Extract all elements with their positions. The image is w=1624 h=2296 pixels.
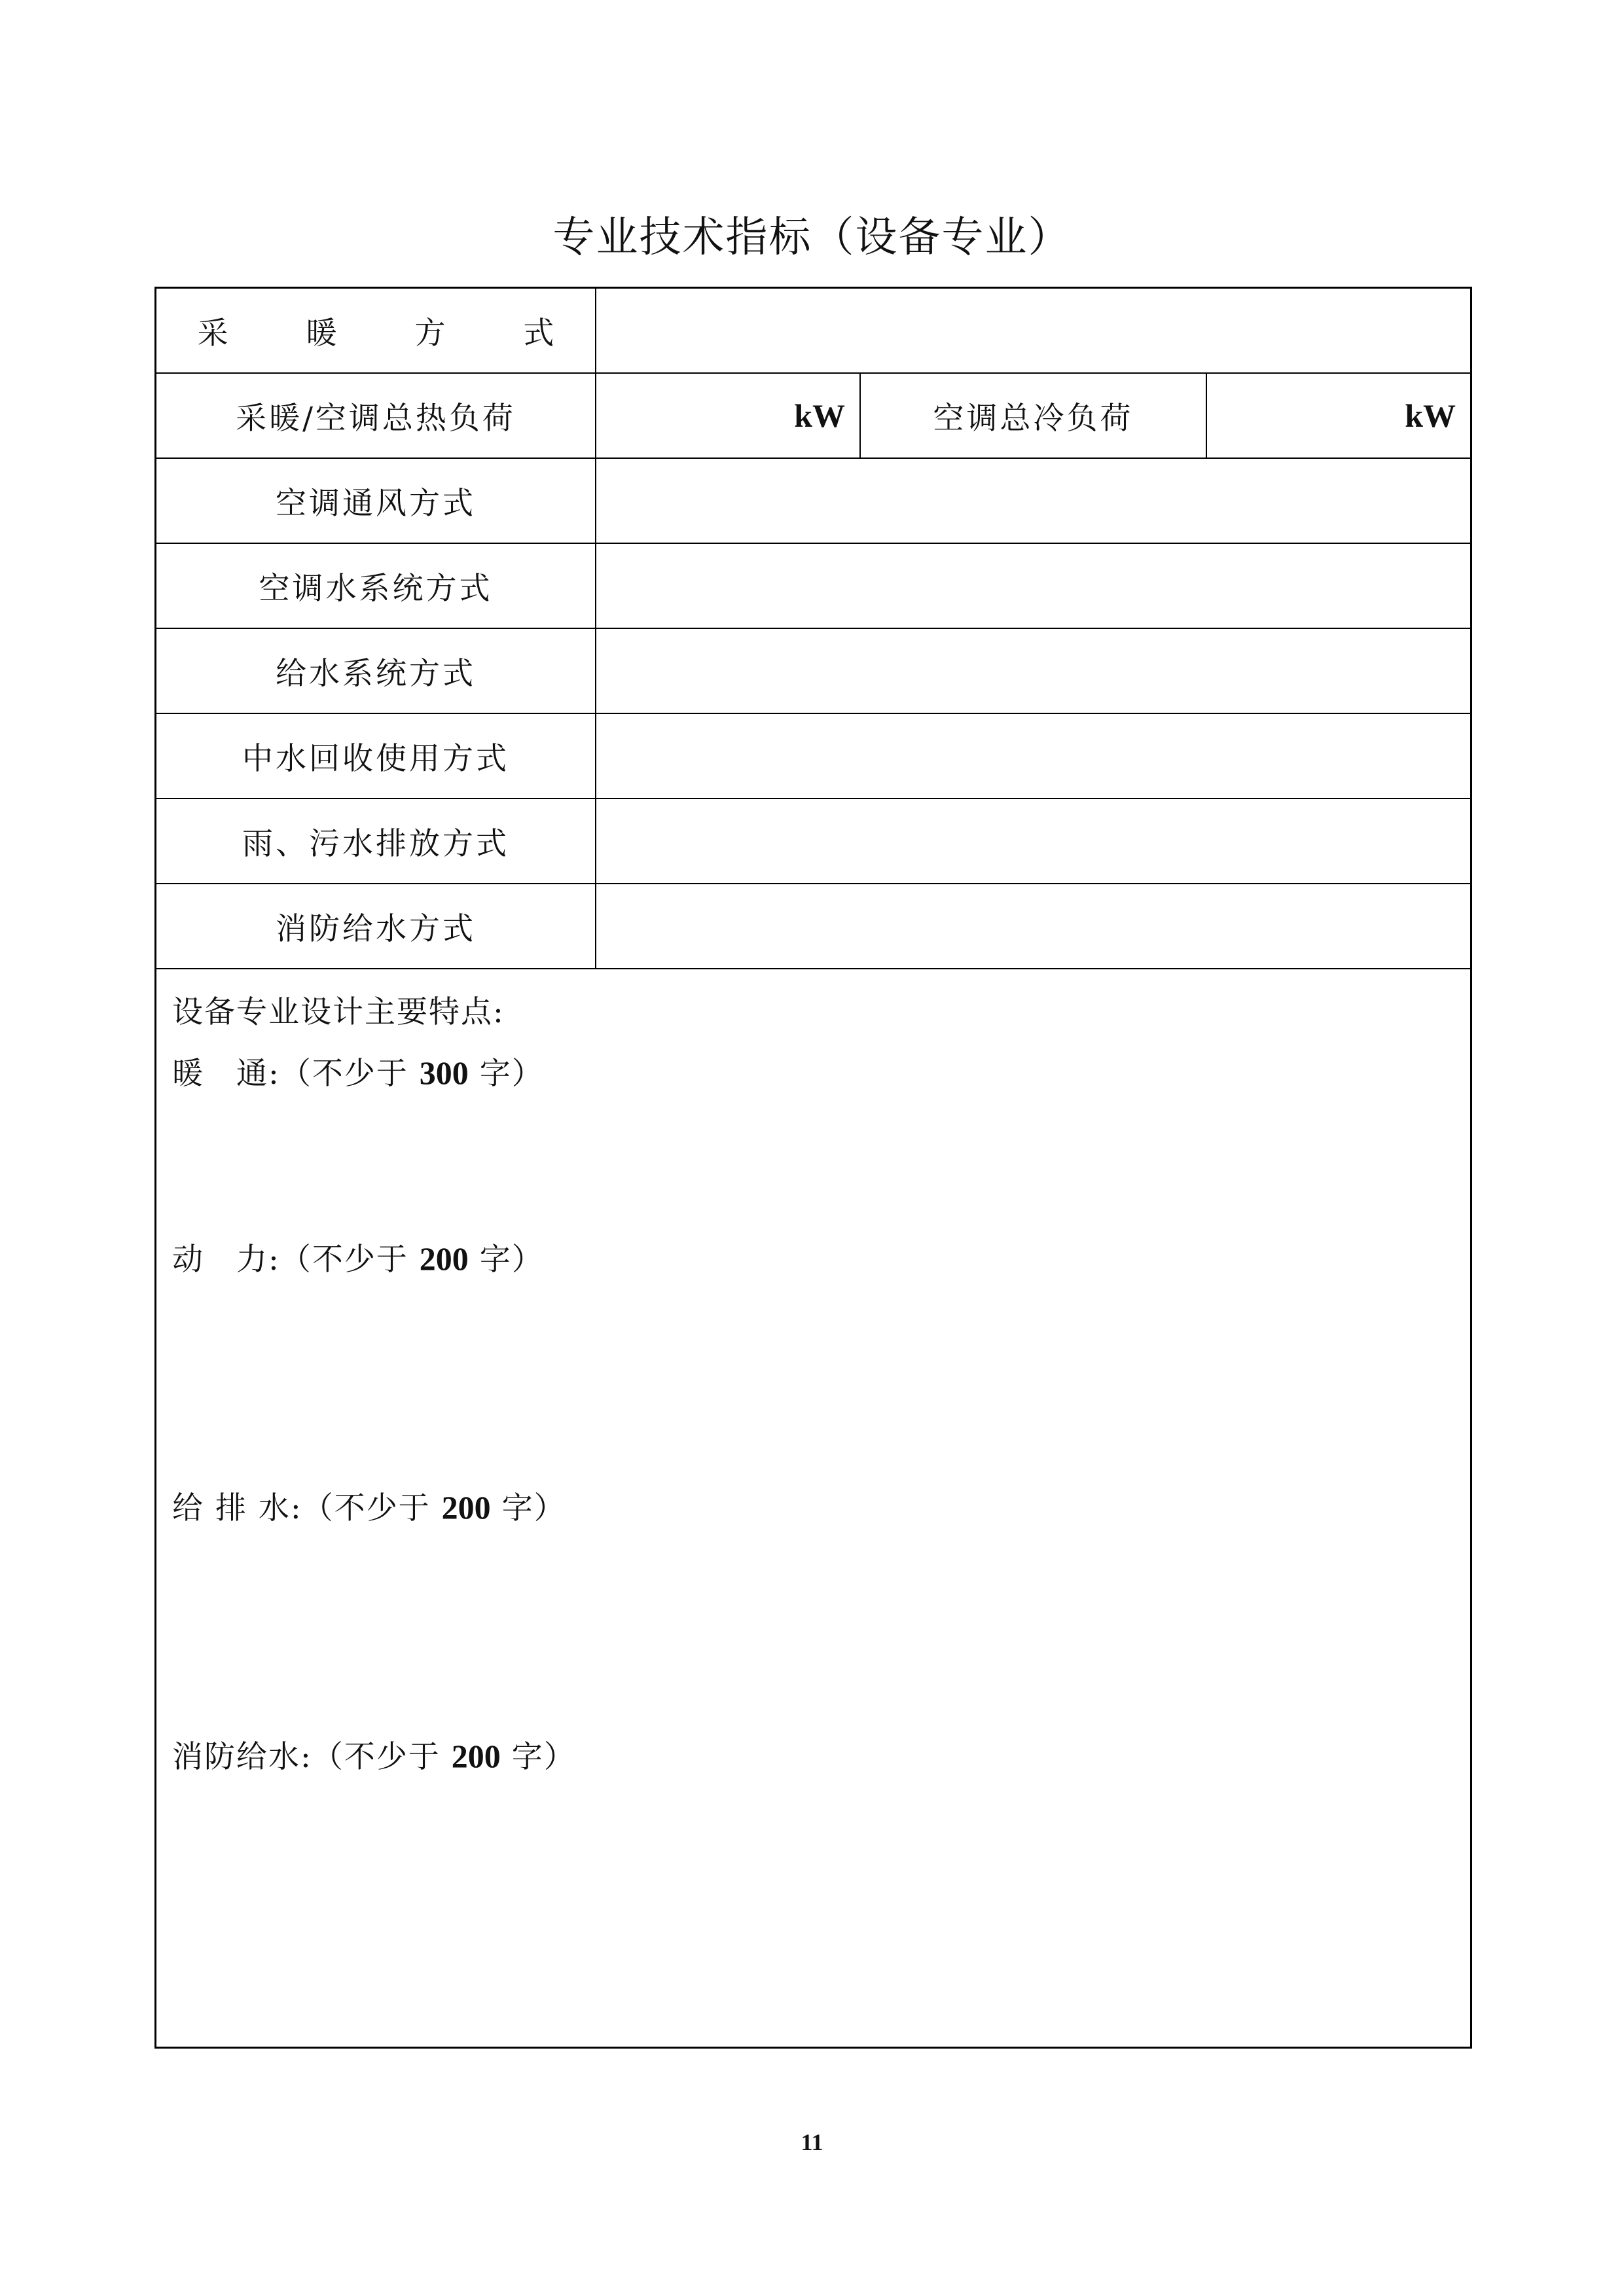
note-power: 动 力:（不少于 200 字） — [172, 1240, 544, 1278]
page-number: 11 — [801, 2129, 823, 2155]
row-ac-water — [156, 544, 1470, 629]
ventilation-value[interactable] — [596, 459, 1470, 543]
row-water-supply — [156, 629, 1470, 714]
fire-water-label: 消防给水方式 — [156, 884, 596, 968]
indicator-table — [154, 287, 1472, 2049]
heating-method-label: 采 暖 方 式 — [156, 289, 596, 372]
notes-section[interactable] — [156, 969, 1470, 2047]
row-heating-method — [156, 289, 1470, 374]
cooling-load-value[interactable] — [1207, 374, 1470, 457]
row-load — [156, 374, 1470, 459]
ac-water-label: 空调水系统方式 — [156, 544, 596, 628]
drainage-value[interactable] — [596, 799, 1470, 883]
row-ventilation — [156, 459, 1470, 544]
row-drainage — [156, 799, 1470, 884]
row-reclaimed-water — [156, 714, 1470, 799]
notes-heading: 设备专业设计主要特点: — [172, 994, 505, 1030]
page-title: 专业技术指标（设备专业） — [552, 213, 1072, 262]
drainage-label: 雨、污水排放方式 — [156, 799, 596, 883]
note-fire-water: 消防给水:（不少于 200 字） — [172, 1738, 576, 1775]
heating-method-value[interactable] — [596, 289, 1470, 372]
heat-load-label: 采暖/空调总热负荷 — [156, 374, 596, 457]
fire-water-value[interactable] — [596, 884, 1470, 968]
water-supply-value[interactable] — [596, 629, 1470, 713]
note-plumbing: 给 排 水:（不少于 200 字） — [172, 1489, 566, 1526]
ac-water-value[interactable] — [596, 544, 1470, 628]
note-hvac: 暖 通:（不少于 300 字） — [172, 1054, 544, 1092]
reclaimed-water-label: 中水回收使用方式 — [156, 714, 596, 798]
heat-load-unit: kW — [794, 397, 845, 434]
ventilation-label: 空调通风方式 — [156, 459, 596, 543]
water-supply-label: 给水系统方式 — [156, 629, 596, 713]
row-fire-water — [156, 884, 1470, 969]
heat-load-value[interactable] — [596, 374, 861, 457]
cooling-load-unit: kW — [1405, 397, 1456, 434]
reclaimed-water-value[interactable] — [596, 714, 1470, 798]
cooling-load-label: 空调总冷负荷 — [861, 374, 1207, 457]
